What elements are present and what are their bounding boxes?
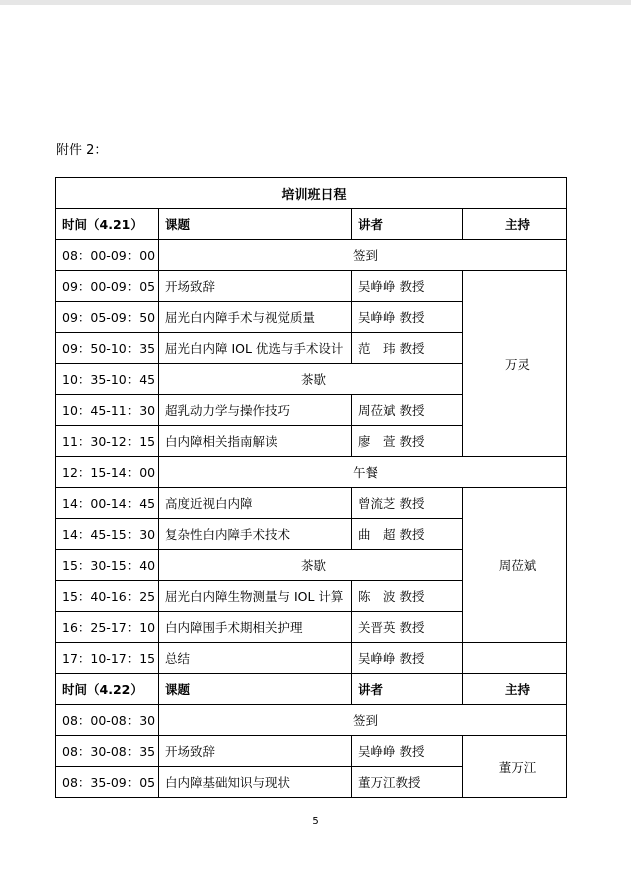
time-cell: 08：30-08：35 xyxy=(56,736,159,767)
header-speaker: 讲者 xyxy=(352,209,463,240)
header-host: 主持 xyxy=(463,209,567,240)
page-number: 5 xyxy=(312,816,319,827)
table-row xyxy=(56,240,567,271)
table-title: 培训班日程 xyxy=(56,178,567,209)
table-title-row xyxy=(56,178,567,209)
header-speaker: 讲者 xyxy=(352,674,463,705)
speaker-cell: 范 玮 教授 xyxy=(352,333,463,364)
time-cell: 17：10-17：15 xyxy=(56,643,159,674)
header-row-day2 xyxy=(56,674,567,705)
topic-cell: 白内障基础知识与现状 xyxy=(159,767,352,798)
time-cell: 11：30-12：15 xyxy=(56,426,159,457)
schedule-table xyxy=(55,177,567,798)
time-cell: 08：35-09：05 xyxy=(56,767,159,798)
topic-cell: 屈光白内障 IOL 优选与手术设计 xyxy=(159,333,352,364)
table-row xyxy=(56,643,567,674)
time-cell: 15：40-16：25 xyxy=(56,581,159,612)
speaker-cell: 曲 超 教授 xyxy=(352,519,463,550)
topic-cell: 开场致辞 xyxy=(159,271,352,302)
topic-cell: 超乳动力学与操作技巧 xyxy=(159,395,352,426)
topic-cell: 总结 xyxy=(159,643,352,674)
table-row xyxy=(56,736,567,767)
time-cell: 16：25-17：10 xyxy=(56,612,159,643)
time-cell: 09：50-10：35 xyxy=(56,333,159,364)
time-cell: 09：05-09：50 xyxy=(56,302,159,333)
header-row-day1 xyxy=(56,209,567,240)
time-cell: 12：15-14：00 xyxy=(56,457,159,488)
time-cell: 08：00-09：00 xyxy=(56,240,159,271)
lunch-cell: 午餐 xyxy=(159,457,567,488)
speaker-cell: 吴峥峥 教授 xyxy=(352,736,463,767)
time-cell: 14：00-14：45 xyxy=(56,488,159,519)
header-time: 时间（4.22） xyxy=(56,674,159,705)
table-row xyxy=(56,457,567,488)
table-row xyxy=(56,705,567,736)
topic-cell: 复杂性白内障手术技术 xyxy=(159,519,352,550)
speaker-cell: 董万江教授 xyxy=(352,767,463,798)
speaker-cell: 廖 萱 教授 xyxy=(352,426,463,457)
time-cell: 15：30-15：40 xyxy=(56,550,159,581)
topic-cell: 白内障围手术期相关护理 xyxy=(159,612,352,643)
topic-cell: 屈光白内障手术与视觉质量 xyxy=(159,302,352,333)
header-topic: 课题 xyxy=(159,674,352,705)
speaker-cell: 陈 波 教授 xyxy=(352,581,463,612)
top-band xyxy=(0,0,631,5)
time-cell: 14：45-15：30 xyxy=(56,519,159,550)
signin-cell: 签到 xyxy=(159,705,567,736)
time-cell: 10：35-10：45 xyxy=(56,364,159,395)
topic-cell: 开场致辞 xyxy=(159,736,352,767)
host-cell: 董万江 xyxy=(463,736,567,798)
signin-cell: 签到 xyxy=(159,240,567,271)
topic-cell: 屈光白内障生物测量与 IOL 计算 xyxy=(159,581,352,612)
time-cell: 08：00-08：30 xyxy=(56,705,159,736)
time-cell: 09：00-09：05 xyxy=(56,271,159,302)
speaker-cell: 周莅斌 教授 xyxy=(352,395,463,426)
host-cell: 周莅斌 xyxy=(463,488,567,643)
time-cell: 10：45-11：30 xyxy=(56,395,159,426)
header-time: 时间（4.21） xyxy=(56,209,159,240)
attachment-label: 附件 2： xyxy=(56,143,108,158)
host-cell: 万灵 xyxy=(463,271,567,457)
topic-cell: 高度近视白内障 xyxy=(159,488,352,519)
break-cell: 茶歇 xyxy=(159,364,463,395)
speaker-cell: 曾流芝 教授 xyxy=(352,488,463,519)
speaker-cell: 吴峥峥 教授 xyxy=(352,271,463,302)
table-row xyxy=(56,271,567,302)
speaker-cell: 关晋英 教授 xyxy=(352,612,463,643)
speaker-cell: 吴峥峥 教授 xyxy=(352,643,463,674)
header-host: 主持 xyxy=(463,674,567,705)
table-row xyxy=(56,488,567,519)
topic-cell: 白内障相关指南解读 xyxy=(159,426,352,457)
break-cell: 茶歇 xyxy=(159,550,463,581)
header-topic: 课题 xyxy=(159,209,352,240)
speaker-cell: 吴峥峥 教授 xyxy=(352,302,463,333)
host-cell-empty xyxy=(463,643,567,674)
